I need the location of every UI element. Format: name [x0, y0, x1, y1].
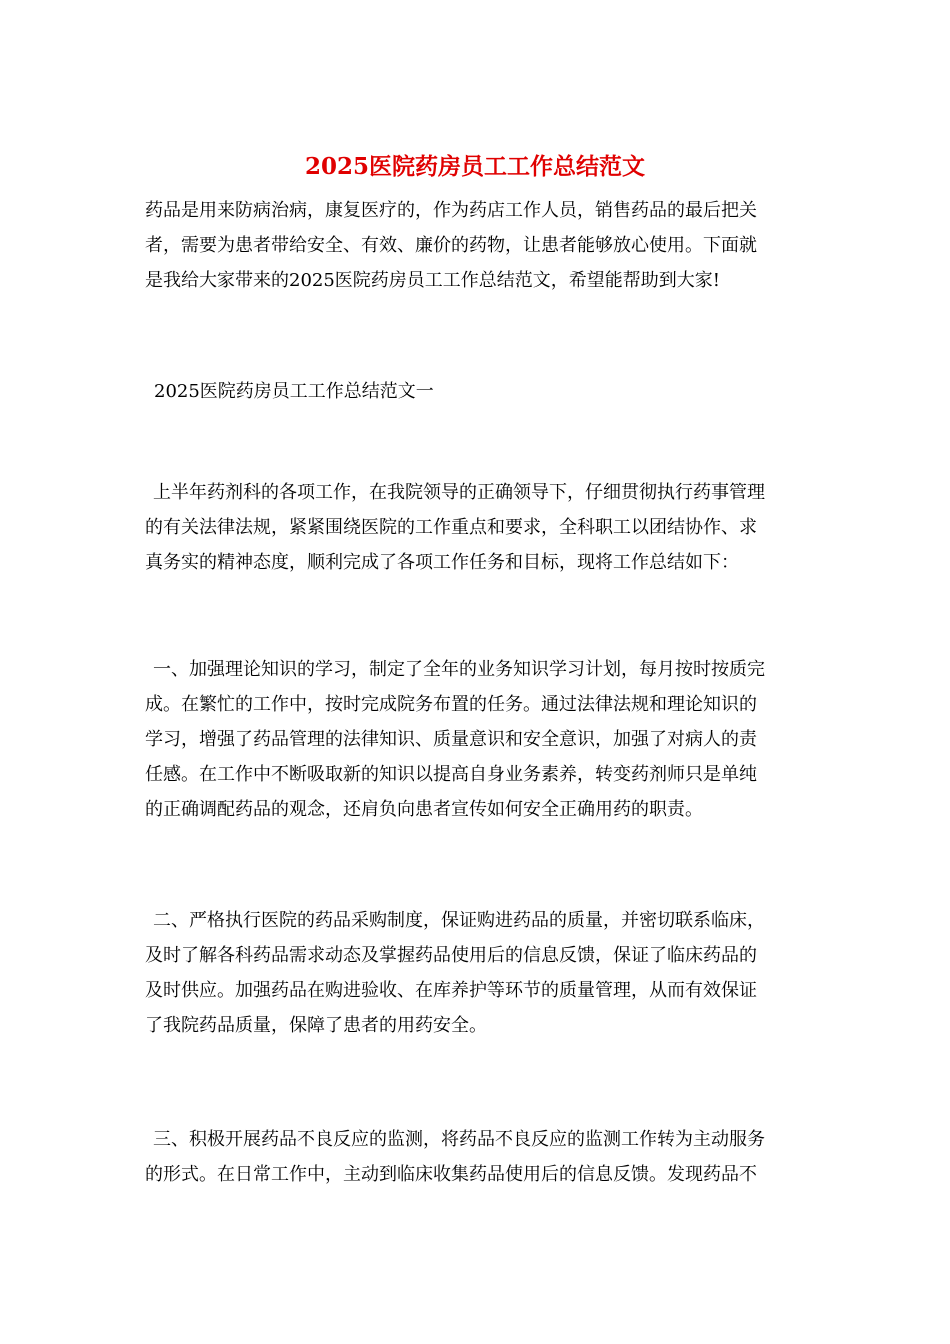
paragraph-line: 的形式。在日常工作中，主动到临床收集药品使用后的信息反馈。发现药品不 — [145, 1164, 757, 1185]
paragraph-line: 学习，增强了药品管理的法律知识、质量意识和安全意识，加强了对病人的责 — [145, 729, 757, 750]
paragraph-line: 及时了解各科药品需求动态及掌握药品使用后的信息反馈，保证了临床药品的 — [145, 945, 757, 966]
intro-line: 者，需要为患者带给安全、有效、廉价的药物，让患者能够放心使用。下面就 — [145, 235, 757, 256]
intro-paragraph — [145, 193, 813, 298]
document-title: 2025医院药房员工工作总结范文 — [304, 153, 645, 180]
paragraph-line: 了我院药品质量，保障了患者的用药安全。 — [145, 1015, 487, 1036]
intro-line: 是我给大家带来的2025医院药房员工工作总结范文，希望能帮助到大家! — [145, 270, 721, 291]
paragraph-line: 一、加强理论知识的学习，制定了全年的业务知识学习计划，每月按时按质完 — [153, 659, 765, 680]
paragraph-line: 及时供应。加强药品在购进验收、在库养护等环节的质量管理，从而有效保证 — [145, 980, 757, 1001]
subheading-text: 2025医院药房员工工作总结范文一 — [154, 381, 434, 402]
paragraph-line: 二、严格执行医院的药品采购制度，保证购进药品的质量，并密切联系临床， — [153, 910, 765, 931]
section-subheading — [154, 374, 822, 409]
paragraph-line: 成。在繁忙的工作中，按时完成院务布置的任务。通过法律法规和理论知识的 — [145, 694, 757, 715]
intro-line: 药品是用来防病治病，康复医疗的，作为药店工作人员，销售药品的最后把关 — [145, 200, 757, 221]
body-paragraph-3 — [145, 903, 813, 1043]
body-paragraph-4 — [145, 1122, 813, 1192]
body-paragraph-1 — [145, 475, 813, 580]
paragraph-line: 三、积极开展药品不良反应的监测，将药品不良反应的监测工作转为主动服务 — [153, 1129, 765, 1150]
paragraph-line: 的正确调配药品的观念，还肩负向患者宣传如何安全正确用药的职责。 — [145, 799, 703, 820]
body-paragraph-2 — [145, 652, 813, 827]
paragraph-line: 任感。在工作中不断吸取新的知识以提高自身业务素养，转变药剂师只是单纯 — [145, 764, 757, 785]
paragraph-line: 的有关法律法规，紧紧围绕医院的工作重点和要求，全科职工以团结协作、求 — [145, 517, 757, 538]
paragraph-line: 真务实的精神态度，顺利完成了各项工作任务和目标，现将工作总结如下： — [145, 552, 739, 573]
paragraph-line: 上半年药剂科的各项工作，在我院领导的正确领导下，仔细贯彻执行药事管理 — [153, 482, 765, 503]
